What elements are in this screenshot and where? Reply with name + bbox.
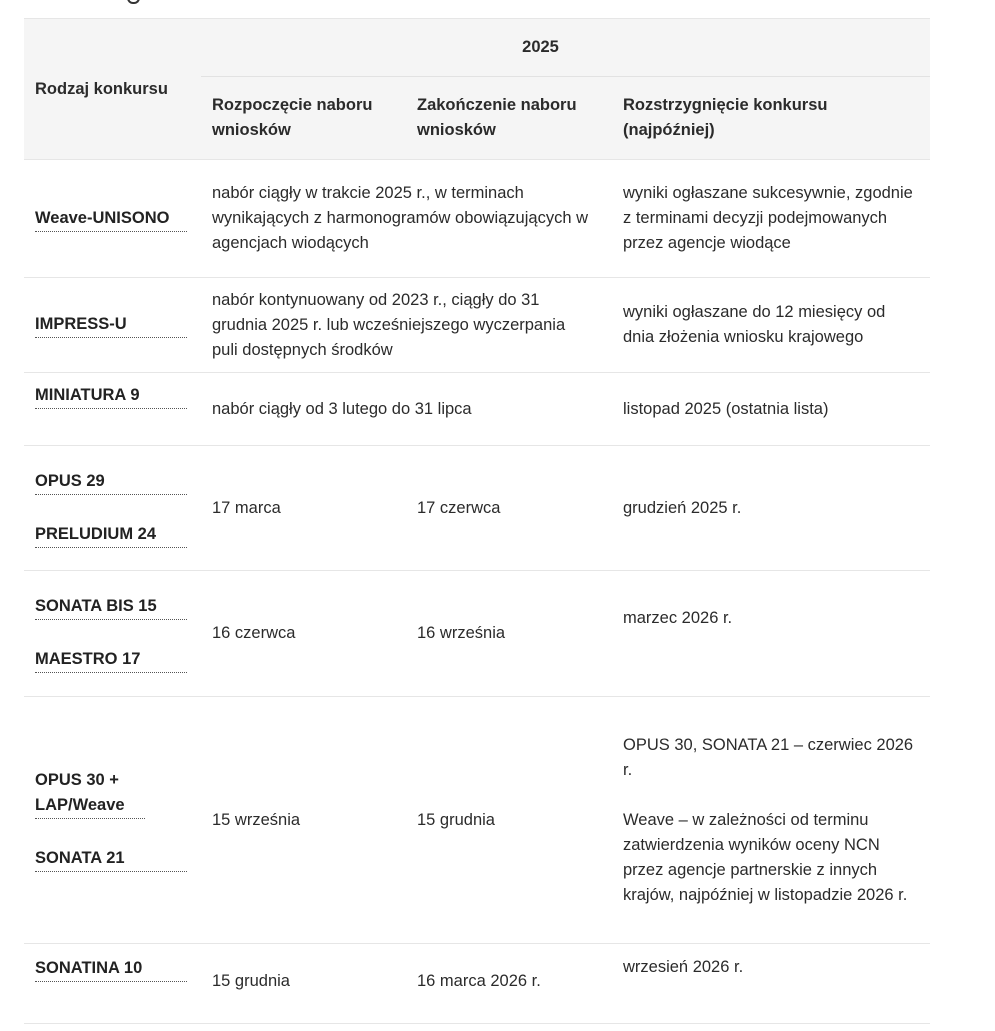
call-end-cell: 17 czerwca [406,446,612,571]
competition-link[interactable]: SONATA 21 [35,846,187,872]
header-call-start: Rozpoczęcie naboru wniosków [201,77,406,160]
table-row [24,571,930,697]
cropped-heading-remnant [0,0,995,8]
competition-link[interactable]: IMPRESS-U [35,312,187,338]
resolution-cell [612,571,930,697]
competition-type-cell [24,571,201,697]
competition-link[interactable]: MAESTRO 17 [35,647,187,673]
header-resolution: Rozstrzygnięcie konkursu (najpóźniej) [612,77,930,160]
call-period-cell: nabór ciągły w trakcie 2025 r., w terminach wynikających z harmonogramów obowiązujących w agencjach wiodących [201,160,612,278]
competition-link[interactable]: SONATINA 10 [35,956,187,982]
resolution-cell [612,446,930,571]
competition-type-cell [24,160,201,278]
call-start-cell: 17 marca [201,446,406,571]
resolution-text: wyniki ogłaszane sukcesywnie, zgodnie z terminami decyzji podejmowanych przez agencje wiodące [623,184,913,252]
competition-type-cell [24,373,201,446]
call-start-cell: 16 czerwca [201,571,406,697]
resolution-cell [612,697,930,944]
competition-link[interactable]: PRELUDIUM 24 [35,522,187,548]
resolution-text: marzec 2026 r. [623,608,733,627]
table-header [24,19,930,160]
competition-link[interactable]: OPUS 29 [35,469,187,495]
resolution-cell [612,373,930,446]
resolution-text: OPUS 30, SONATA 21 – czerwiec 2026 r. [623,735,914,779]
header-call-end: Zakończenie naboru wniosków [406,77,612,160]
call-end-cell: 15 grudnia [406,697,612,944]
competition-type-cell [24,446,201,571]
header-competition-type: Rodzaj konkursu [24,19,201,160]
table-row [24,944,930,1024]
table-row [24,373,930,446]
resolution-text: wrzesień 2026 r. [623,958,744,976]
competition-link[interactable]: MINIATURA 9 [35,383,187,409]
competition-link[interactable]: SONATA BIS 15 [35,594,187,620]
call-start-cell: 15 grudnia [201,944,406,1024]
header-year: 2025 [201,19,930,77]
competition-type-cell [24,944,201,1024]
resolution-cell [612,278,930,373]
call-end-cell: 16 marca 2026 r. [406,944,612,1024]
table-row [24,446,930,571]
table-row [24,278,930,373]
competition-link[interactable]: Weave-UNISONO [35,206,187,232]
resolution-text: grudzień 2025 r. [623,498,742,517]
resolution-cell [612,944,930,1024]
resolution-text: Weave – w zależności od terminu zatwierdzenia wyników oceny NCN przez agencje partnerskie z innych krajów, najpóźniej w listopadzie 2026 r. [623,810,908,904]
resolution-text: listopad 2025 (ostatnia lista) [623,399,829,418]
call-end-cell: 16 września [406,571,612,697]
competition-type-cell [24,278,201,373]
competition-type-cell [24,697,201,944]
competition-link[interactable]: OPUS 30 + LAP/Weave [35,768,145,819]
resolution-cell [612,160,930,278]
call-period-cell: nabór ciągły od 3 lutego do 31 lipca [201,373,612,446]
competition-schedule-table [24,18,930,1024]
call-start-cell: 15 września [201,697,406,944]
table-row [24,160,930,278]
resolution-text: wyniki ogłaszane do 12 miesięcy od dnia złożenia wniosku krajowego [623,303,886,346]
table-row [24,697,930,944]
call-period-cell: nabór kontynuowany od 2023 r., ciągły do 31 grudnia 2025 r. lub wcześniejszego wyczerpania puli dostępnych środków [201,278,612,373]
